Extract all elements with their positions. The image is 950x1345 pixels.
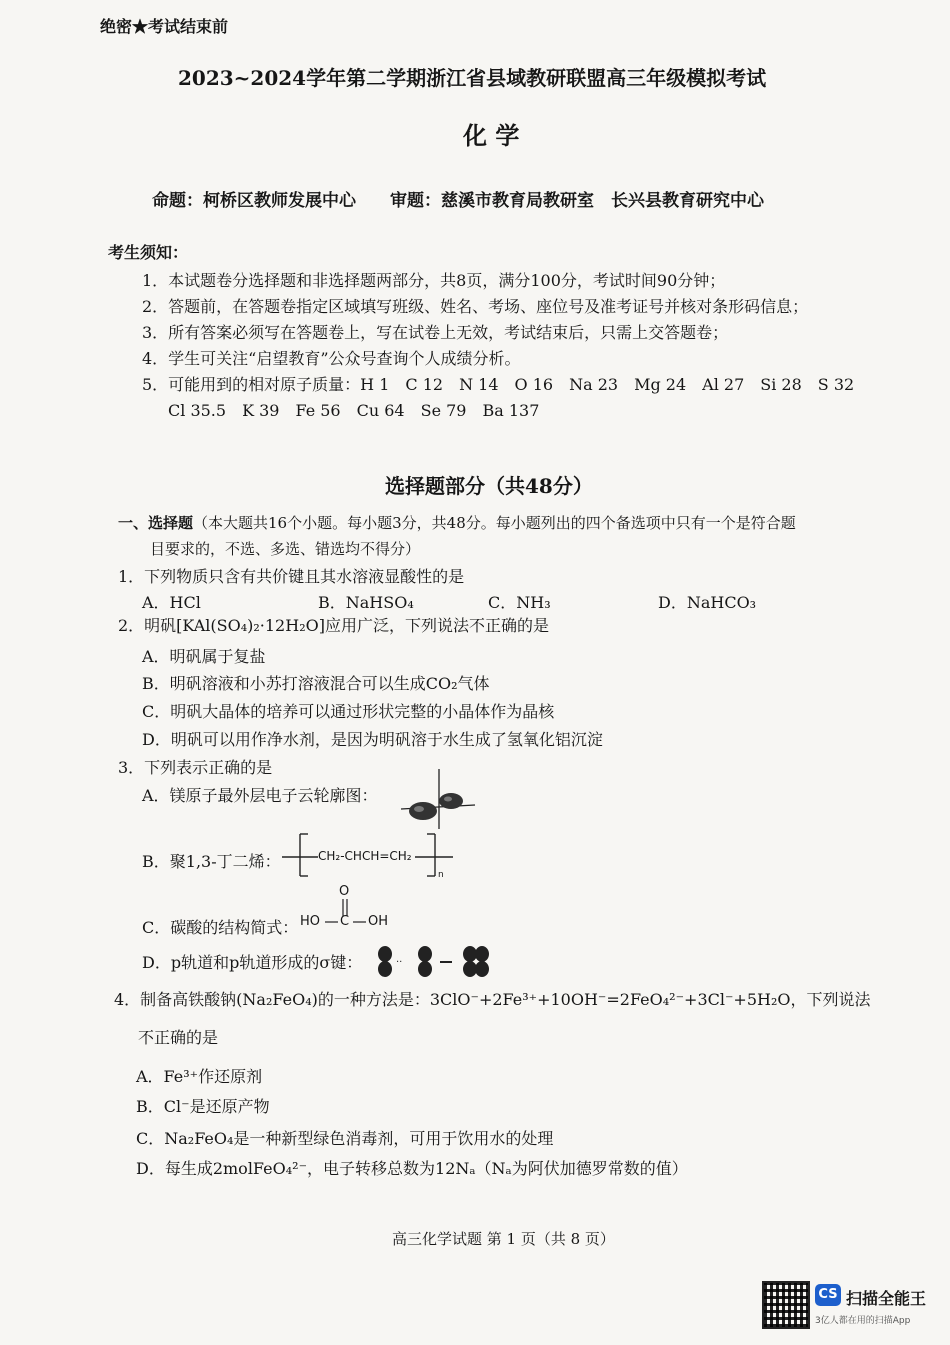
sigma-bond-orbitals-icon xyxy=(374,944,494,978)
q1-option-c: C．NH₃ xyxy=(488,593,551,612)
section-title: 选择题部分（共48分） xyxy=(385,474,593,498)
notice-item-1: 1．本试题卷分选择题和非选择题两部分，共8页，满分100分，考试时间90分钟； xyxy=(142,271,726,290)
q3-c-carbon: C xyxy=(340,914,350,929)
notice-item-5: 5．可能用到的相对原子质量：H 1 C 12 N 14 O 16 Na 23 Mg 24 Al 27 Si 28 S 32 xyxy=(142,375,855,394)
subject-title: 化 学 xyxy=(463,121,520,150)
q2-option-a: A．明矾属于复盐 xyxy=(142,647,266,666)
q1-option-a: A．HCl xyxy=(142,593,201,612)
q4-stem-1: 4．制备高铁酸钠(Na₂FeO₄)的一种方法是：3ClO⁻+2Fe³⁺+10OH⁻=2FeO₄²⁻+3Cl⁻+5H₂O，下列说法 xyxy=(114,990,871,1009)
part-label: 一、选择题 xyxy=(118,514,194,532)
q3-stem: 3．下列表示正确的是 xyxy=(118,758,273,777)
notice-heading: 考生须知： xyxy=(108,243,189,262)
exam-title: 2023~2024学年第二学期浙江省县域教研联盟高三年级模拟考试 xyxy=(178,66,767,90)
q4-option-d: D．每生成2molFeO₄²⁻，电子转移总数为12Nₐ（Nₐ为阿伏加德罗常数的值） xyxy=(136,1159,688,1178)
part-intro xyxy=(118,512,796,533)
secret-label: 绝密★考试结束前 xyxy=(100,17,229,36)
q3-b-subscript: n xyxy=(438,870,444,880)
q1-stem: 1．下列物质只含有共价键且其水溶液显酸性的是 xyxy=(118,567,465,586)
part-desc-1: （本大题共16个小题。每小题3分，共48分。每小题列出的四个备选项中只有一个是符合题 xyxy=(193,514,796,532)
svg-text:··: ·· xyxy=(396,957,403,968)
notice-item-2: 2．答题前，在答题卷指定区域填写班级、姓名、考场、座位号及准考证号并核对条形码信息； xyxy=(142,297,809,316)
camscanner-logo-icon: CS xyxy=(815,1284,841,1306)
q4-stem-2: 不正确的是 xyxy=(138,1028,219,1047)
q3-option-a: A．镁原子最外层电子云轮廓图： xyxy=(142,786,378,805)
q4-option-c: C．Na₂FeO₄是一种新型绿色消毒剂，可用于饮用水的处理 xyxy=(136,1129,554,1148)
q3-option-d: D．p轨道和p轨道形成的σ键： xyxy=(142,953,363,972)
q1-option-d: D．NaHCO₃ xyxy=(658,593,757,612)
scanner-tagline: 3亿人都在用的扫描App xyxy=(815,1316,911,1326)
q2-stem: 2．明矾[KAl(SO₄)₂·12H₂O]应用广泛，下列说法不正确的是 xyxy=(118,616,549,635)
part-desc-2: 目要求的，不选、多选、错选均不得分） xyxy=(150,540,421,558)
notice-item-3: 3．所有答案必须写在答题卷上，写在试卷上无效，考试结束后，只需上交答题卷； xyxy=(142,323,729,342)
p-orbital-diagram-icon xyxy=(395,765,480,830)
page-footer: 高三化学试题 第 1 页（共 8 页） xyxy=(392,1230,615,1248)
scanner-name: 扫描全能王 xyxy=(846,1289,927,1308)
q3-c-oh: OH xyxy=(368,914,389,929)
qr-code-icon xyxy=(762,1281,810,1329)
q3-option-c: C．碳酸的结构简式： xyxy=(142,918,299,937)
q3-option-b: B．聚1,3-丁二烯： xyxy=(142,852,281,871)
notice-item-4: 4．学生可关注“启望教育”公众号查询个人成绩分析。 xyxy=(142,349,521,368)
q2-option-d: D．明矾可以用作净水剂，是因为明矾溶于水生成了氢氧化铝沉淀 xyxy=(142,730,603,749)
q3-c-ho: HO xyxy=(300,914,321,929)
q3-b-formula: CH₂-CHCH=CH₂ xyxy=(318,849,412,863)
q4-option-b: B．Cl⁻是还原产物 xyxy=(136,1097,270,1116)
q2-option-b: B．明矾溶液和小苏打溶液混合可以生成CO₂气体 xyxy=(142,674,490,693)
q4-option-a: A．Fe³⁺作还原剂 xyxy=(136,1067,263,1086)
q3-c-top-o: O xyxy=(339,884,350,899)
notice-masses-2: Cl 35.5 K 39 Fe 56 Cu 64 Se 79 Ba 137 xyxy=(168,401,540,420)
q2-option-c: C．明矾大晶体的培养可以通过形状完整的小晶体作为晶核 xyxy=(142,702,555,721)
q1-option-b: B．NaHSO₄ xyxy=(318,593,414,612)
authors-line: 命题：柯桥区教师发展中心 审题：慈溪市教育局教研室 长兴县教育研究中心 xyxy=(152,191,764,211)
